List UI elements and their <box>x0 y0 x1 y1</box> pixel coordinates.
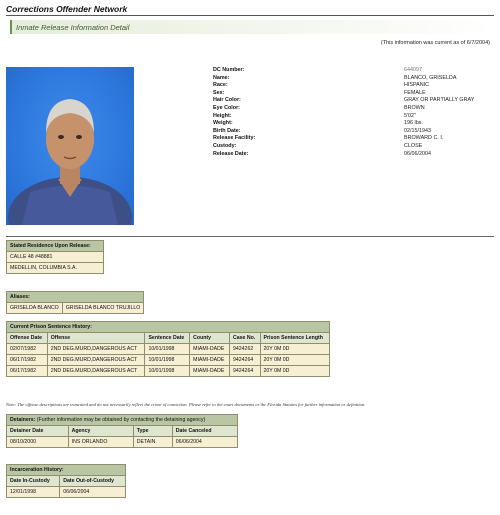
column-header: Case No. <box>230 333 261 344</box>
release-date-value: 06/06/2004 <box>404 150 431 157</box>
sentence-length: 20Y 0M 0D <box>260 366 329 377</box>
detainer-date: 08/10/2000 <box>7 437 69 448</box>
offense-date: 06/17/1982 <box>7 355 48 366</box>
sentence-date: 10/01/1998 <box>145 366 190 377</box>
county: MIAMI-DADE <box>190 355 230 366</box>
aliases-caption: Aliases: <box>7 292 144 303</box>
county: MIAMI-DADE <box>190 366 230 377</box>
current-as-of-note: (This information was current as of 6/7/2004) <box>380 40 490 46</box>
offense-note: Note: The offense descriptions are truncated and do not necessarily reflect the crime of conviction. Please refer to the court documents or the Florida Statutes for further information or definition. <box>6 402 366 407</box>
detainers-caption <box>7 415 238 426</box>
incarceration-caption: Incarceration History: <box>7 465 126 476</box>
column-header: Date In-Custody <box>7 476 60 487</box>
field-label: Sex: <box>213 89 225 96</box>
divider <box>6 236 494 237</box>
offense: 2ND DEG.MURD,DANGEROUS ACT <box>47 355 145 366</box>
field-label: DC Number: <box>213 67 245 73</box>
case-number: 9424262 <box>230 344 261 355</box>
sentence-history-table <box>6 321 330 377</box>
detainers-caption-title: Detainers: <box>10 417 36 423</box>
table-row <box>7 437 238 448</box>
sentence-date: 10/01/1998 <box>145 355 190 366</box>
field-label: Release Facility: <box>213 135 256 142</box>
field-label: Height: <box>213 112 232 119</box>
case-number: 9424264 <box>230 355 261 366</box>
network-title: Corrections Offender Network <box>6 4 128 14</box>
release-facility-value: BROWARD C. I. <box>404 135 444 142</box>
column-header: Date Out-of-Custody <box>60 476 126 487</box>
field-label: Custody: <box>213 142 237 149</box>
field-label: Hair Color: <box>213 97 241 104</box>
column-header: Agency <box>68 426 133 437</box>
case-number: 9424264 <box>230 366 261 377</box>
hair-color-value: GRAY OR PARTIALLY GRAY <box>404 97 475 104</box>
race-value: HISPANIC <box>404 82 430 89</box>
alias-name: GRISELDA BLANCO TRUJILLO <box>62 303 144 314</box>
column-header: County <box>190 333 230 344</box>
dc-number-value: 644097 <box>404 67 422 73</box>
residence-table <box>6 240 104 274</box>
sentence-length: 20Y 0M 0D <box>260 344 329 355</box>
divider <box>6 15 494 16</box>
residence-caption: Stated Residence Upon Release: <box>7 241 104 252</box>
sex-value: FEMALE <box>404 89 426 96</box>
alias-name: GRISELDA BLANCO <box>7 303 63 314</box>
inmate-photo <box>6 67 134 225</box>
field-label: Race: <box>213 82 228 89</box>
column-header: Offense <box>47 333 145 344</box>
sentence-length: 20Y 0M 0D <box>260 355 329 366</box>
aliases-table <box>6 291 144 314</box>
detainers-caption-note: (Further information may be obtained by contacting the detaining agency) <box>35 417 206 423</box>
birth-date-value: 02/15/1943 <box>404 127 431 134</box>
date-out-of-custody: 06/06/2004 <box>60 487 126 498</box>
column-header: Type <box>133 426 172 437</box>
table-row <box>7 366 330 377</box>
offense-date: 02/07/1982 <box>7 344 48 355</box>
incarceration-table <box>6 464 126 498</box>
offense-date: 06/17/1982 <box>7 366 48 377</box>
height-value: 5'02" <box>404 112 416 119</box>
sentence-date: 10/01/1998 <box>145 344 190 355</box>
offense: 2ND DEG.MURD,DANGEROUS ACT <box>47 366 145 377</box>
detainers-table <box>6 414 238 448</box>
name-value: BLANCO, GRISELDA <box>404 74 457 81</box>
column-header: Offense Date <box>7 333 48 344</box>
section-title: Inmate Release Information Detail <box>10 20 494 34</box>
field-label: Release Date: <box>213 150 249 157</box>
column-header: Sentence Date <box>145 333 190 344</box>
column-header: Detainer Date <box>7 426 69 437</box>
eye-color-value: BROWN <box>404 104 425 111</box>
date-canceled: 06/06/2004 <box>172 437 237 448</box>
field-label: Eye Color: <box>213 104 240 111</box>
table-row <box>7 487 126 498</box>
date-in-custody: 12/01/1998 <box>7 487 60 498</box>
field-label: Birth Date: <box>213 127 241 134</box>
type: DETAIN <box>133 437 172 448</box>
inmate-field-values <box>404 67 474 158</box>
sentence-history-caption: Current Prison Sentence History: <box>7 322 330 333</box>
residence-line: MEDELLIN, COLUMBIA S.A. <box>7 263 104 274</box>
agency: INS ORLANDO <box>68 437 133 448</box>
custody-value: CLOSE <box>404 142 423 149</box>
inmate-field-labels <box>213 67 255 158</box>
offense: 2ND DEG.MURD,DANGEROUS ACT <box>47 344 145 355</box>
table-row <box>7 355 330 366</box>
column-header: Prison Sentence Length <box>260 333 329 344</box>
column-header: Date Canceled <box>172 426 237 437</box>
county: MIAMI-DADE <box>190 344 230 355</box>
field-label: Name: <box>213 74 230 81</box>
residence-line: CALLE 48 #48881 <box>7 252 104 263</box>
field-label: Weight: <box>213 120 233 127</box>
table-row <box>7 344 330 355</box>
weight-value: 196 lbs. <box>404 120 423 127</box>
